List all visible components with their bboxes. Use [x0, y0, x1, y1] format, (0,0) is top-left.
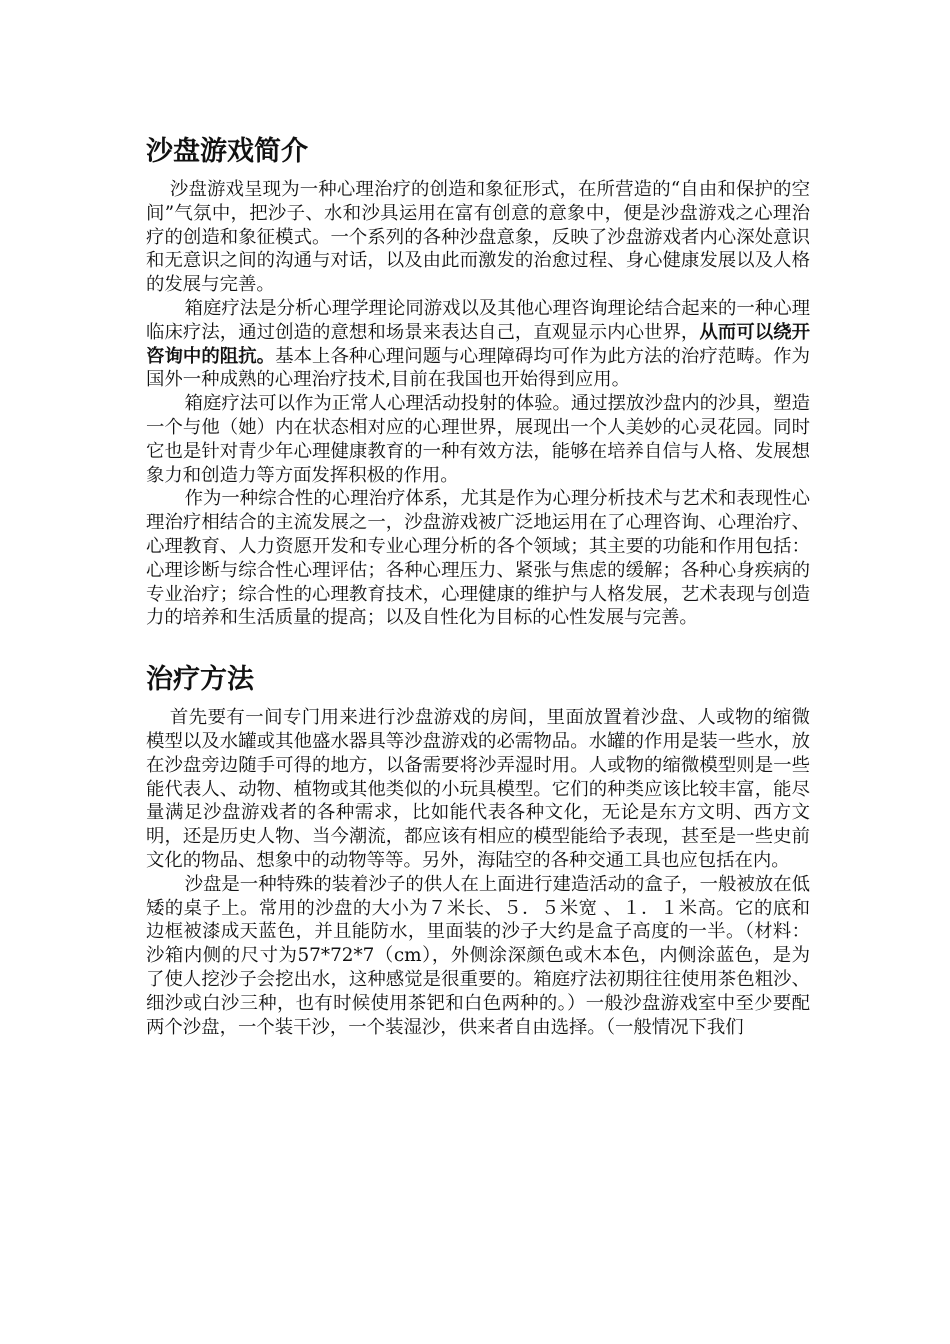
paragraph-intro-1: 沙盘游戏呈现为一种心理治疗的创造和象征形式，在所营造的“自由和保护的空间”气氛中，把沙子、水和沙具运用在富有创意的意象中，便是沙盘游戏之心理治疗的创造和象征模式。一个系列的各种沙盘意象，反映了沙盘游戏者内心深处意识和无意识之间的沟通与对话，以及由此而激发的治愈过程、身心健康发展以及人格的发展与完善。 [146, 179, 810, 296]
paragraph-intro-2 [146, 297, 810, 392]
paragraph-intro-4: 作为一种综合性的心理治疗体系，尤其是作为心理分析技术与艺术和表现性心理治疗相结合的主流发展之一，沙盘游戏被广泛地运用在了心理咨询、心理治疗、心理教育、人力资愿开发和专业心理分析的各个领域；其主要的功能和作用包括：心理诊断与综合性心理评估；各种心理压力、紧张与焦虑的缓解；各种心身疾病的专业治疗；综合性的心理教育技术，心理健康的维护与人格发展，艺术表现与创造力的培养和生活质量的提高；以及自性化为目标的心性发展与完善。 [146, 488, 810, 629]
paragraph-method-1: 首先要有一间专门用来进行沙盘游戏的房间，里面放置着沙盘、人或物的缩微模型以及水罐或其他盛水器具等沙盘游戏的必需物品。水罐的作用是装一些水，放在沙盘旁边随手可得的地方，以备需要将沙弄湿时用。人或物的缩微模型则是一些能代表人、动物、植物或其他类似的小玩具模型。它们的种类应该比较丰富，能尽量满足沙盘游戏者的各种需求，比如能代表各种文化，无论是东方文明、西方文明，还是历史人物、当今潮流，都应该有相应的模型能给予表现，甚至是一些史前文化的物品、想象中的动物等等。另外，海陆空的各种交通工具也应包括在内。 [146, 707, 810, 871]
paragraph-intro-2-bold: 从而可以绕开咨询中的阻抗。 [146, 321, 810, 367]
paragraph-method-2: 沙盘是一种特殊的装着沙子的供人在上面进行建造活动的盒子，一般被放在低矮的桌子上。常用的沙盘的大小为７米长、５．５米宽 、１．１米高。它的底和边框被漆成天蓝色，并且能防水，里面装的沙子大约是盒子高度的一半。（材料：沙箱内侧的尺寸为57*72*7（cm），外侧涂深颜色或木本色，内侧涂蓝色，是为了使人挖沙子会挖出水，这种感觉是很重要的。箱庭疗法初期往往使用茶色粗沙、细沙或白沙三种，也有时候使用茶钯和白色两种的。）一般沙盘游戏室中至少要配两个沙盘，一个装干沙，一个装湿沙，供来者自由选择。（一般情况下我们 [146, 873, 810, 1038]
paragraph-intro-2-text-a: 箱庭疗法是分析心理学理论同游戏以及其他心理咨询理论结合起来的一种心理临床疗法，通过创造的意想和场景来表达自己，直观显示内心世界， [146, 297, 810, 343]
section-heading-intro: 沙盘游戏简介 [146, 136, 308, 167]
section-heading-method: 治疗方法 [146, 664, 254, 696]
paragraph-intro-2-text-b: 基本上各种心理问题与心理障碍均可作为此方法的治疗范畴。作为国外一种成熟的心理治疗技术,目前在我国也开始得到应用。 [146, 345, 810, 391]
paragraph-intro-3: 箱庭疗法可以作为正常人心理活动投射的体验。通过摆放沙盘内的沙具，塑造一个与他（她）内在状态相对应的心理世界，展现出一个人美妙的心灵花园。同时它也是针对青少年心理健康教育的一种有效方法，能够在培养自信与人格、发展想象力和创造力等方面发挥积极的作用。 [146, 393, 810, 486]
document-page [146, 132, 810, 1039]
